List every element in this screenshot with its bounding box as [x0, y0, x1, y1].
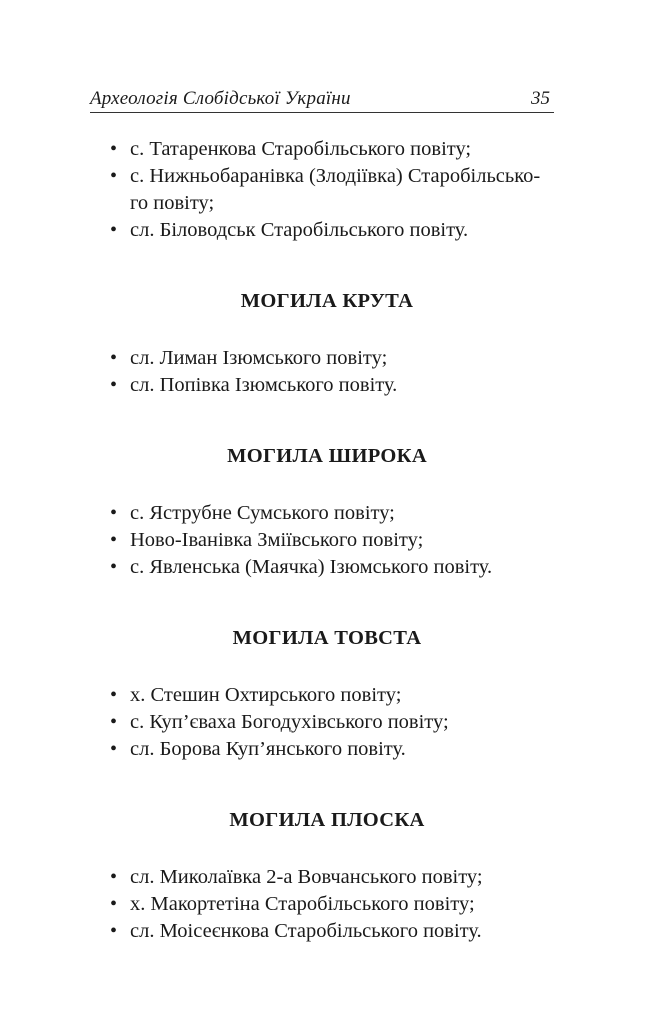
- list-item: • с. Куп’єваха Богодухівського повіту;: [108, 709, 556, 736]
- intro-place-list: [108, 136, 556, 244]
- list-item: • с. Татаренкова Старобільського повіту;: [108, 136, 556, 163]
- section-mohyla-tovsta: [108, 625, 556, 763]
- section-heading: МОГИЛА ТОВСТА: [232, 627, 422, 649]
- page-content: [108, 136, 556, 945]
- list-item: • х. Стешин Охтирського повіту;: [108, 682, 556, 709]
- place-list: [108, 345, 556, 399]
- list-item: • сл. Попівка Ізюмського повіту.: [108, 372, 556, 399]
- section-mohyla-shyroka: [108, 443, 556, 581]
- list-item: • сл. Моісеєнкова Старобільського повіту.: [108, 918, 556, 945]
- list-item: • сл. Лиман Ізюмського повіту;: [108, 345, 556, 372]
- section-heading: МОГИЛА КРУТА: [240, 290, 414, 312]
- list-item: • сл. Біловодськ Старобільського повіту.: [108, 217, 556, 244]
- page-number: 35: [531, 88, 550, 109]
- section-mohyla-kruta: [108, 288, 556, 399]
- list-item: • сл. Борова Куп’янського повіту.: [108, 736, 556, 763]
- section-mohyla-ploska: [108, 807, 556, 945]
- list-item: • х. Макортетіна Старобільського повіту;: [108, 891, 556, 918]
- place-list: [108, 682, 556, 763]
- section-heading: МОГИЛА ШИРОКА: [227, 445, 427, 467]
- place-list: [108, 500, 556, 581]
- running-title: Археологія Слобідської України: [90, 88, 351, 109]
- running-header: [90, 88, 554, 113]
- place-list: [108, 864, 556, 945]
- list-item: • с. Явленська (Маячка) Ізюмського повіту.: [108, 554, 556, 581]
- list-item: • с. Яструбне Сумського повіту;: [108, 500, 556, 527]
- list-item: • с. Нижньобаранівка (Злодіївка) Старобільсько- го повіту;: [108, 163, 556, 217]
- section-heading: МОГИЛА ПЛОСКА: [229, 809, 425, 831]
- list-item: • сл. Миколаївка 2-а Вовчанського повіту;: [108, 864, 556, 891]
- list-item: • Ново-Іванівка Зміївського повіту;: [108, 527, 556, 554]
